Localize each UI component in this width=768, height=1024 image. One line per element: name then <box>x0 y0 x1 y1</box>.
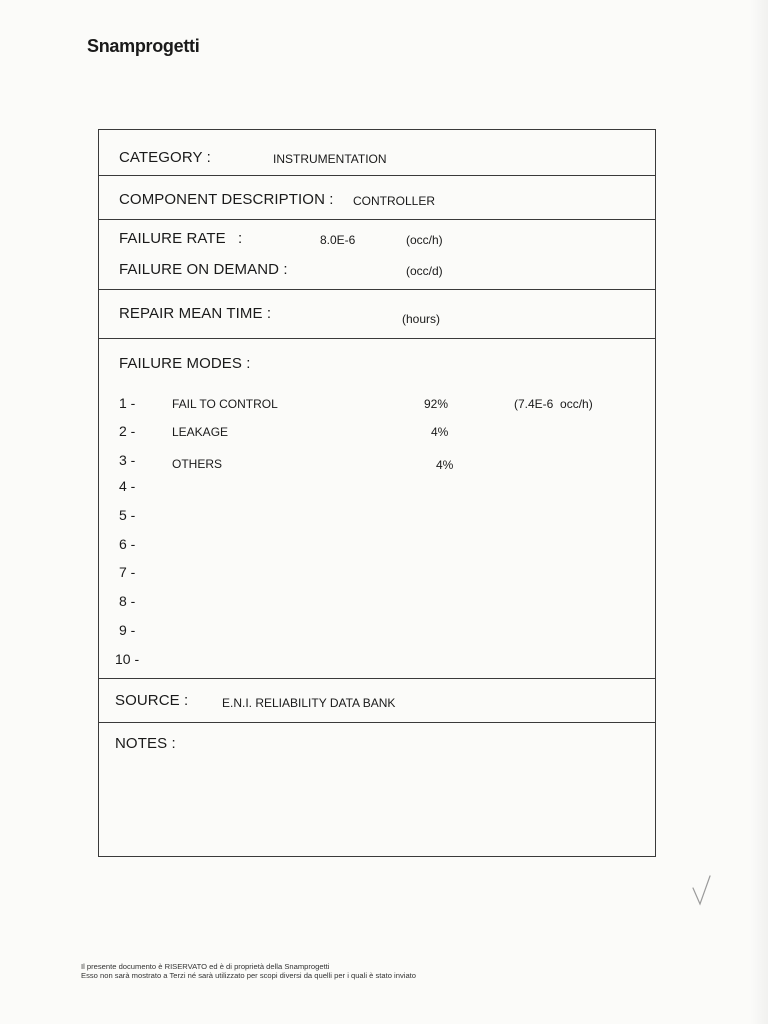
failure-modes-label: FAILURE MODES : <box>119 355 251 372</box>
row-divider <box>99 722 655 723</box>
handwritten-check-mark <box>690 874 716 914</box>
row-divider <box>99 678 655 679</box>
row-divider <box>99 338 655 339</box>
mode-number: 3 - <box>119 452 136 468</box>
mode-name: LEAKAGE <box>172 425 229 439</box>
mode-percent: 4% <box>436 458 454 472</box>
component-value: CONTROLLER <box>353 194 436 208</box>
scan-edge-shadow <box>750 0 768 1024</box>
source-value: E.N.I. RELIABILITY DATA BANK <box>222 696 396 710</box>
mode-number: 6 - <box>119 536 136 552</box>
mode-number: 9 - <box>119 622 136 638</box>
mode-number: 7 - <box>119 564 136 580</box>
repair-time-unit: (hours) <box>402 312 441 326</box>
failure-rate-label: FAILURE RATE <box>119 230 226 247</box>
failure-on-demand-label: FAILURE ON DEMAND : <box>119 261 288 278</box>
confidentiality-notice-line2: Esso non sarà mostrato a Terzi né sarà utilizzato per scopi diversi da quelli per i quali è stato inviato <box>81 971 416 980</box>
failure-rate-unit: (occ/h) <box>406 233 443 247</box>
mode-number: 1 - <box>119 395 136 411</box>
mode-percent: 4% <box>431 425 449 439</box>
mode-number: 2 - <box>119 423 136 439</box>
notes-label: NOTES : <box>115 735 176 752</box>
failure-rate-value: 8.0E-6 <box>320 233 356 247</box>
mode-number: 8 - <box>119 593 136 609</box>
company-logo: Snamprogetti <box>87 36 200 56</box>
mode-number: 5 - <box>119 507 136 523</box>
category-label: CATEGORY : <box>119 149 211 166</box>
mode-number: 4 - <box>119 478 136 494</box>
mode-name: OTHERS <box>172 457 223 471</box>
row-divider <box>99 289 655 290</box>
mode-rate: (7.4E-6 occ/h) <box>514 397 593 411</box>
failure-on-demand-unit: (occ/d) <box>406 264 443 278</box>
mode-percent: 92% <box>424 397 449 411</box>
row-divider <box>99 219 655 220</box>
repair-time-label: REPAIR MEAN TIME : <box>119 305 272 322</box>
category-value: INSTRUMENTATION <box>273 152 387 166</box>
component-label: COMPONENT DESCRIPTION : <box>119 191 334 208</box>
confidentiality-notice-line1: Il presente documento è RISERVATO ed è di proprietà della Snamprogetti <box>81 962 330 971</box>
source-label: SOURCE : <box>115 692 189 709</box>
mode-number: 10 - <box>115 651 140 667</box>
mode-name: FAIL TO CONTROL <box>172 397 278 411</box>
row-divider <box>99 175 655 176</box>
failure-rate-colon: : <box>238 230 243 247</box>
